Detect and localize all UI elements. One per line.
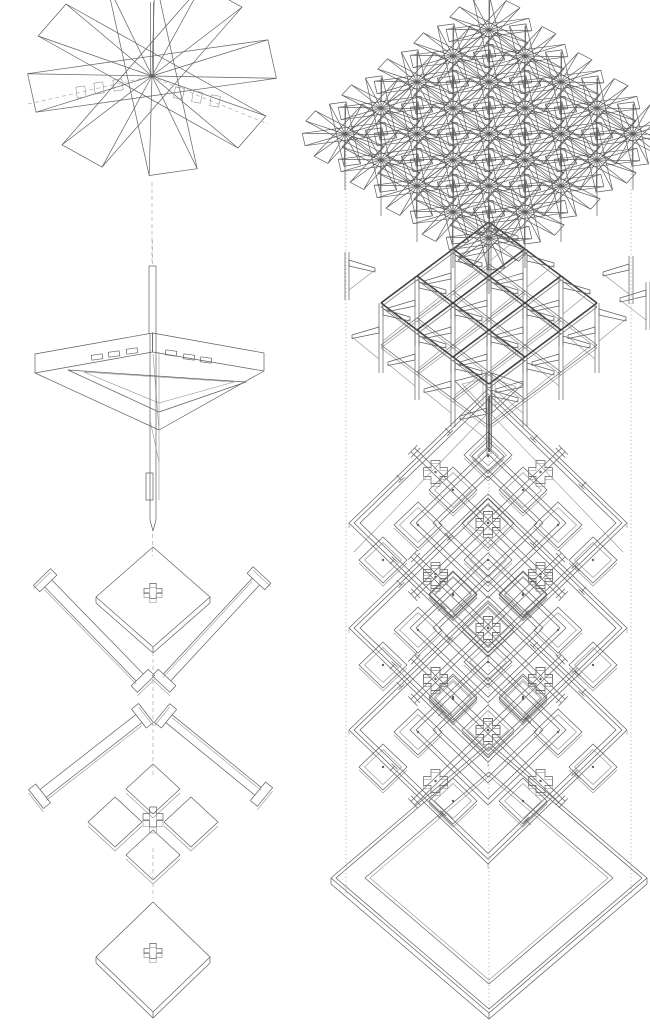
assembly-braced-column-grid (345, 222, 650, 454)
detail-pinwheel-roof-module (28, 0, 277, 262)
detail-column-head-brace (35, 240, 264, 556)
assembly-pinwheel-canopy (302, 0, 650, 294)
assembly-deck-plate-layers (349, 389, 627, 869)
detail-exploded-beam-joint (29, 547, 273, 1018)
